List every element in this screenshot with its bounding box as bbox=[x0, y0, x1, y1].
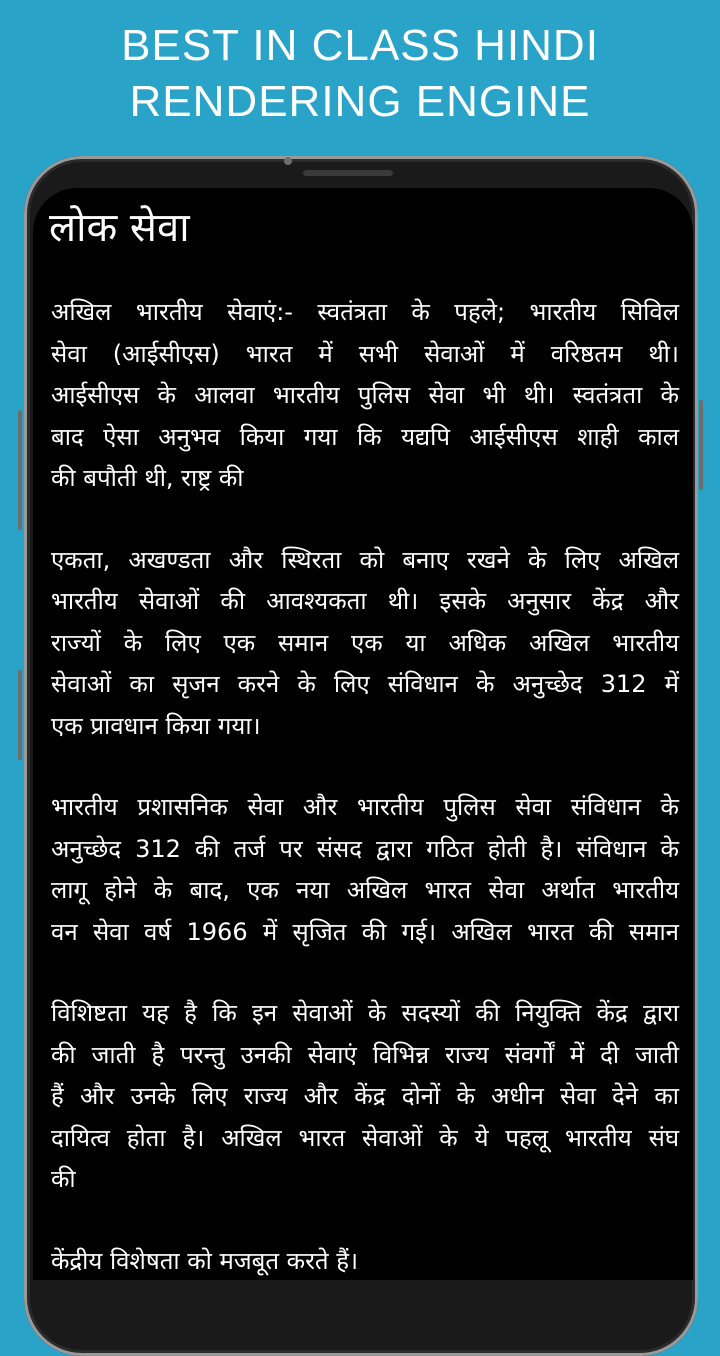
proximity-sensor bbox=[284, 157, 292, 165]
banner-line-2: RENDERING ENGINE bbox=[129, 77, 591, 126]
text-line: अखिल भारतीय सेवाएं:- स्वतंत्रता के पहले; भारतीय सिविल bbox=[51, 298, 679, 326]
text-line: राज्यों के लिए एक समान एक या अधिक अखिल भारतीय bbox=[51, 628, 679, 657]
side-button-right bbox=[699, 400, 703, 490]
power-button bbox=[18, 670, 22, 760]
text-line: हैं और उनके लिए राज्य और केंद्र दोनों के अधीन सेवा देने का bbox=[51, 1082, 679, 1110]
text-line: वन सेवा वर्ष 1966 में सृजित की गई। अखिल भारत की समान bbox=[51, 917, 679, 946]
paragraph-4 bbox=[51, 993, 679, 1201]
paragraph-1 bbox=[51, 292, 679, 500]
text-line: एकता, अखण्डता और स्थिरता को बनाए रखने के लिए अखिल bbox=[51, 545, 679, 574]
phone-screen[interactable] bbox=[33, 188, 693, 1280]
text-line: लागू होने के बाद, एक नया अखिल भारत सेवा अर्थात भारतीय bbox=[51, 876, 679, 904]
paragraph-5 bbox=[51, 1241, 679, 1281]
text-line: भारतीय प्रशासनिक सेवा और भारतीय पुलिस सेवा संविधान के bbox=[51, 793, 679, 821]
text-line: एक प्रावधान किया गया। bbox=[51, 711, 261, 740]
text-line: की जाती है परन्तु उनकी सेवाएं विभिन्न राज्य संवर्गों में दी जाती bbox=[51, 1040, 679, 1069]
text-line: अनुच्छेद 312 की तर्ज पर संसद द्वारा गठित होती है। संविधान के bbox=[51, 834, 679, 863]
promo-banner bbox=[0, 18, 720, 130]
banner-line-1: BEST IN CLASS HINDI bbox=[121, 21, 599, 70]
article-title: लोक सेवा bbox=[49, 205, 190, 251]
article-body[interactable] bbox=[51, 292, 679, 1280]
text-line: की bbox=[51, 1165, 76, 1193]
text-line: विशिष्टता यह है कि इन सेवाओं के सदस्यों की नियुक्ति केंद्र द्वारा bbox=[51, 999, 679, 1027]
earpiece-speaker bbox=[303, 170, 393, 176]
text-line: सेवाओं का सृजन करने के लिए संविधान के अनुच्छेद 312 में bbox=[51, 670, 679, 698]
paragraph-3 bbox=[51, 787, 679, 953]
text-line: केंद्रीय विशेषता को मजबूत करते हैं। bbox=[51, 1246, 359, 1275]
text-line: सेवा (आईसीएस) भारत में सभी सेवाओं में वरिष्ठतम थी। bbox=[51, 339, 679, 368]
text-line: बाद ऐसा अनुभव किया गया कि यद्यपि आईसीएस शाही काल bbox=[51, 422, 679, 451]
text-line: दायित्व होता है। अखिल भारत सेवाओं के ये पहलू भारतीय संघ bbox=[51, 1123, 679, 1152]
text-line: की बपौती थी, राष्ट्र की bbox=[51, 464, 244, 492]
text-line: भारतीय सेवाओं की आवश्यकता थी। इसके अनुसार केंद्र और bbox=[51, 587, 679, 615]
text-line: आईसीएस के आलवा भारतीय पुलिस सेवा भी थी। स्वतंत्रता के bbox=[51, 381, 679, 409]
paragraph-2 bbox=[51, 540, 679, 748]
volume-button bbox=[18, 410, 22, 530]
